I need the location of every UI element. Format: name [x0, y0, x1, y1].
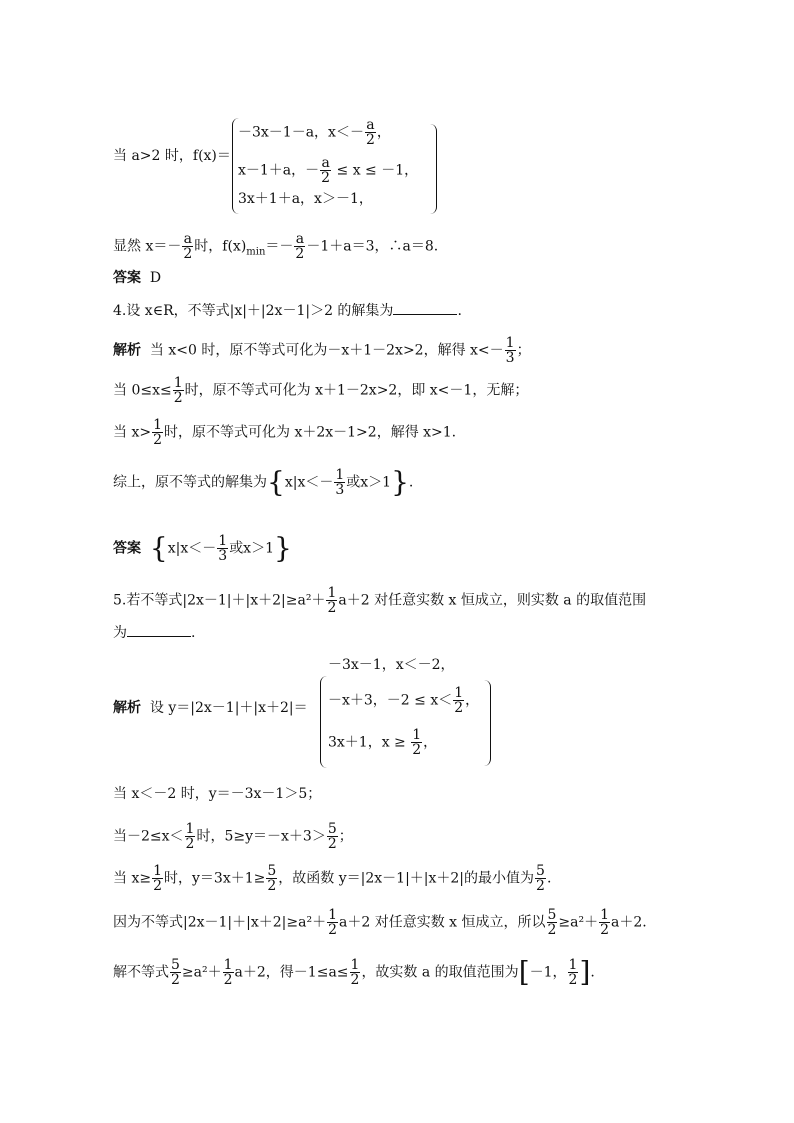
answer-blank [127, 622, 191, 637]
q5-solution-5: 解不等式 $\frac{5}{2}$ ≥a²＋ $\frac{1}{2}$ a＋2，得－1≤a≤ $\frac{1}{2}$ ，故实数 a 的取值范围为[－1， $\frac{1}{2}$ ]. [113, 955, 595, 989]
text: 当 a>2 时，f(x)＝ [113, 148, 231, 164]
analysis-label: 解析 [113, 342, 141, 359]
question-5: 5.若不等式|2x－1|＋|x＋2|≥a²＋ $\frac{1}{2}$ a＋2 对任意实数 x 恒成立，则实数 a 的取值范围 [113, 585, 647, 616]
q4-conclusion: 综上，原不等式的解集为{x|x＜－ $\frac{1}{3}$ 或x＞1}. [113, 465, 414, 499]
case-2a: －3x－1，x＜－2， [328, 657, 455, 673]
case-1c: 3x＋1＋a，x＞－1， [238, 191, 373, 207]
question-5-cont: 为 . [113, 622, 195, 643]
right-bar [484, 680, 491, 766]
answer-label: 答案 [113, 270, 141, 286]
answer-value: D [149, 270, 162, 286]
q4-solution-3: 当 x> $\frac{1}{2}$ 时，原不等式可化为 x＋2x－1>2，解得 x>1. [113, 417, 457, 448]
case-2b: －x＋3，－2 ≤ x＜ $\frac{1}{2}$ ， [328, 685, 480, 716]
q4-solution-2: 当 0≤x≤ $\frac{1}{2}$ 时，原不等式可化为 x＋1－2x>2，即 x<－1，无解； [113, 375, 529, 406]
answer-label: 答案 [113, 540, 141, 557]
case-1b: x－1＋a，－ $\frac{a}{2}$ ≤ x ≤ －1， [238, 155, 419, 186]
case-1a: －3x－1－a，x＜－ $\frac{a}{2}$ ， [238, 117, 391, 148]
question-4: 4.设 x∈R，不等式|x|＋|2x－1|＞2 的解集为 . [113, 300, 462, 321]
line-min: 显然 x＝－ $\frac{a}{2}$ 时，$f(x)_{min}=-$ $\frac{a}{2}$ －1＋a＝3，∴a＝8. [113, 231, 439, 262]
answer-1 [113, 268, 161, 288]
answer-blank [393, 300, 457, 315]
q5-solution-2: 当－2≤x＜ $\frac{1}{2}$ 时，5≥y＝－x＋3＞ $\frac{5}{2}$ ； [113, 821, 353, 852]
left-brace [320, 676, 327, 768]
right-bar [430, 124, 437, 214]
answer-4: 答案 {x|x＜－ $\frac{1}{3}$ 或x＞1} [113, 531, 292, 565]
q4-solution-1: 解析 当 x<0 时，原不等式可化为－x＋1－2x>2，解得 x<－ $\frac{1}{3}$ ； [113, 335, 531, 366]
q5-solution-4: 因为不等式|2x－1|＋|x＋2|≥a²＋ $\frac{1}{2}$ a＋2 对任意实数 x 恒成立，所以 $\frac{5}{2}$ ≥a²＋ $\frac{1}{2}$ a＋2. [113, 907, 647, 938]
q5-solution-3: 当 x≥ $\frac{1}{2}$ 时，y＝3x＋1≥ $\frac{5}{2}$ ，故函数 y＝|2x－1|＋|x＋2|的最小值为 $\frac{5}{2}$ . [113, 863, 552, 894]
analysis-label: 解析 [113, 700, 141, 716]
line-f-def [113, 146, 231, 166]
case-2c: 3x＋1，x ≥ $\frac{1}{2}$ ， [328, 727, 438, 758]
q5-solution-1: 当 x＜－2 时，y＝－3x－1＞5； [113, 786, 322, 802]
q5-solution-def: 解析 设 y＝|2x－1|＋|x＋2|＝ [113, 700, 308, 716]
